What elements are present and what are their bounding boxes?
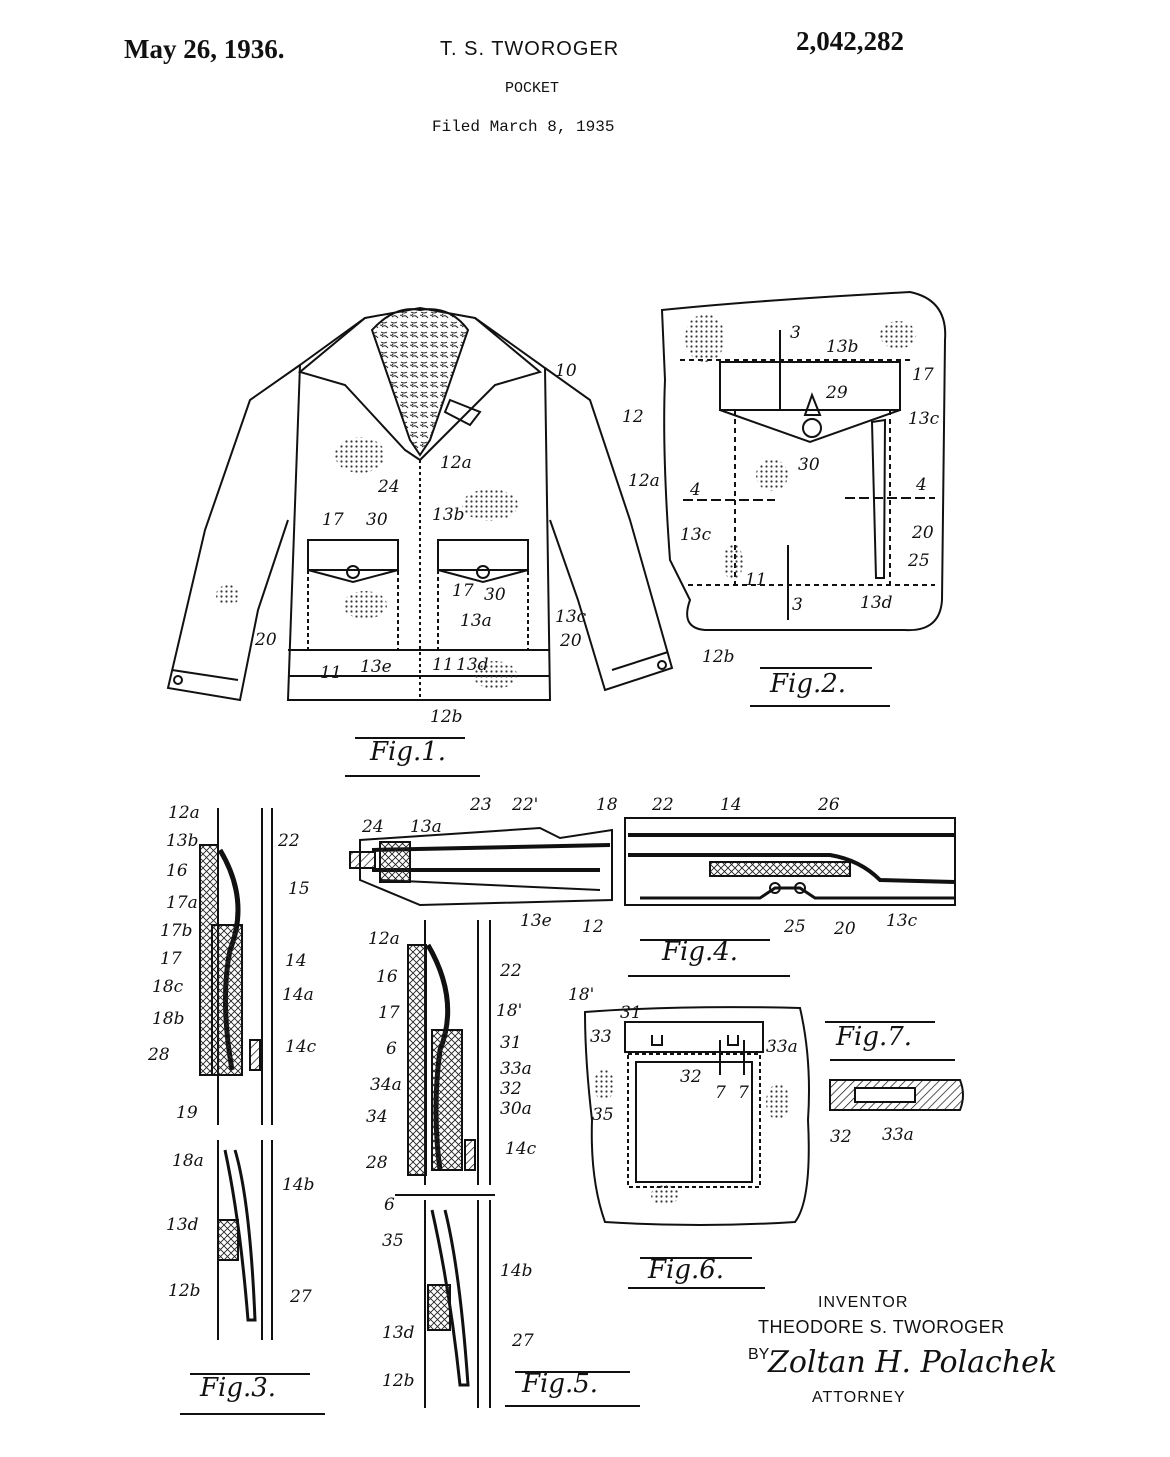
- attorney-label: ATTORNEY: [812, 1389, 906, 1406]
- fig4-label: 13e: [520, 911, 552, 931]
- fig4-label: 22': [512, 795, 539, 815]
- fig3-label: 18b: [152, 1009, 185, 1029]
- fig3-label: 19: [176, 1103, 198, 1123]
- fig6-caption: Fig.6.: [648, 1255, 725, 1285]
- fig5-label: 34: [366, 1107, 388, 1127]
- fig2-label: 12b: [702, 647, 735, 667]
- fig4-label: 13a: [410, 817, 442, 837]
- fig3-label: 18a: [172, 1151, 204, 1171]
- fig1-label: 11: [432, 655, 454, 675]
- fig2-label: 13c: [680, 525, 712, 545]
- fig4-label: 12: [582, 917, 604, 937]
- fig4-label: 20: [834, 919, 856, 939]
- fig1-label: 17: [452, 581, 474, 601]
- fig3-caption: Fig.3.: [200, 1373, 277, 1403]
- fig2-label: 12: [622, 407, 644, 427]
- fig3-label: 15: [288, 879, 310, 899]
- fig7-caption: Fig.7.: [836, 1022, 913, 1052]
- fig5-label: 14b: [500, 1261, 533, 1281]
- fig1-label: 30: [366, 510, 388, 530]
- attorney-signature: Zoltan H. Polachek: [768, 1345, 1058, 1380]
- fig2-label: 17: [912, 365, 934, 385]
- fig3-label: 14c: [285, 1037, 317, 1057]
- fig5-label: 27: [512, 1331, 534, 1351]
- inventor-name-header: T. S. TWOROGER: [440, 38, 620, 60]
- fig6-label: 33: [590, 1027, 612, 1047]
- fig2-label: 30: [798, 455, 820, 475]
- fig4-caption: Fig.4.: [662, 937, 739, 967]
- fig6-label: 18': [568, 985, 595, 1005]
- fig6-label: 31: [620, 1003, 642, 1023]
- patent-title: POCKET: [505, 80, 560, 97]
- fig2-label: 25: [908, 551, 930, 571]
- fig2-label: 4: [690, 480, 701, 500]
- fig5-label: 33a: [500, 1059, 532, 1079]
- fig3-label: 13b: [166, 831, 199, 851]
- fig2-label: 20: [912, 523, 934, 543]
- fig6-label: 7: [715, 1083, 726, 1103]
- fig5-label: 14c: [505, 1139, 537, 1159]
- fig5-label: 13d: [382, 1323, 415, 1343]
- fig5-label: 34a: [370, 1075, 402, 1095]
- fig5-label: 17: [378, 1003, 400, 1023]
- fig5-label: 12a: [368, 929, 400, 949]
- fig4-reference-labels: [361, 795, 918, 976]
- fig3-section-drawing: [200, 808, 272, 1340]
- fig1-label: 12a: [440, 453, 472, 473]
- fig5-label: 16: [376, 967, 398, 987]
- fig3-label: 12b: [168, 1281, 201, 1301]
- fig6-label: 7: [738, 1083, 749, 1103]
- fig1-label: 13d: [456, 655, 489, 675]
- fig3-label: 14b: [282, 1175, 315, 1195]
- fig3-label: 27: [290, 1287, 312, 1307]
- by-label: BY: [748, 1346, 770, 1363]
- fig3-label: 13d: [166, 1215, 199, 1235]
- fig2-label: 3: [792, 595, 803, 615]
- fig5-label: 22: [500, 961, 522, 981]
- fig4-label: 26: [818, 795, 840, 815]
- fig4-label: 23: [470, 795, 492, 815]
- patent-date: May 26, 1936.: [124, 34, 285, 64]
- fig1-label: 30: [484, 585, 506, 605]
- fig6-label: 33a: [766, 1037, 798, 1057]
- fig4-label: 22: [652, 795, 674, 815]
- fig7-label: 33a: [882, 1125, 914, 1145]
- fig5-label: 31: [500, 1033, 522, 1053]
- fig1-caption: Fig.1.: [370, 737, 447, 767]
- fig5-label: 28: [366, 1153, 388, 1173]
- fig5-label: 6: [386, 1039, 397, 1059]
- fig1-label: 13b: [432, 505, 465, 525]
- fig5-label: 30a: [500, 1099, 532, 1119]
- fig4-label: 13c: [886, 911, 918, 931]
- fig1-label: 13a: [460, 611, 492, 631]
- fig3-label: 17b: [160, 921, 193, 941]
- fig2-caption: Fig.2.: [770, 669, 847, 699]
- fig1-label: 20: [255, 630, 277, 650]
- fig4-label: 14: [720, 795, 742, 815]
- fig4-label: 18: [596, 795, 618, 815]
- fig3-label: 22: [278, 831, 300, 851]
- fig1-label: 12b: [430, 707, 463, 727]
- fig1-label: 10: [555, 361, 577, 381]
- fig2-label: 13d: [860, 593, 893, 613]
- fig3-label: 17: [160, 949, 182, 969]
- fig5-label: 6: [384, 1195, 395, 1215]
- fig5-reference-labels: [365, 929, 640, 1406]
- fig4-label: 25: [784, 917, 806, 937]
- fig2-label: 12a: [628, 471, 660, 491]
- fig1-jacket-drawing: [168, 308, 672, 700]
- fig7-label: 32: [830, 1127, 852, 1147]
- fig3-label: 18c: [152, 977, 184, 997]
- inventor-label: INVENTOR: [818, 1294, 909, 1311]
- fig2-label: 4: [916, 475, 927, 495]
- fig1-label: 11: [320, 663, 342, 683]
- fig1-label: 13c: [555, 607, 587, 627]
- fig1-label: 17: [322, 510, 344, 530]
- fig2-label: 29: [826, 383, 848, 403]
- fig7-section-drawing: [830, 1080, 963, 1110]
- fig6-label: 32: [680, 1067, 702, 1087]
- fig5-label: 35: [382, 1231, 404, 1251]
- fig5-caption: Fig.5.: [522, 1369, 599, 1399]
- fig1-label: 24: [378, 477, 400, 497]
- fig4-label: 24: [362, 817, 384, 837]
- fig3-label: 12a: [168, 803, 200, 823]
- filing-date: Filed March 8, 1935: [432, 118, 615, 136]
- fig1-label: 13e: [360, 657, 392, 677]
- patent-number: 2,042,282: [796, 26, 904, 56]
- inventor-full-name: THEODORE S. TWOROGER: [758, 1317, 1005, 1337]
- fig2-label: 11: [745, 570, 767, 590]
- fig6-label: 35: [592, 1105, 614, 1125]
- fig5-label: 32: [500, 1079, 522, 1099]
- fig1-label: 20: [560, 631, 582, 651]
- fig3-label: 14: [285, 951, 307, 971]
- fig5-label: 12b: [382, 1371, 415, 1391]
- fig3-label: 28: [148, 1045, 170, 1065]
- fig3-label: 14a: [282, 985, 314, 1005]
- fig3-label: 16: [166, 861, 188, 881]
- fig2-label: 13b: [826, 337, 859, 357]
- fig3-label: 17a: [166, 893, 198, 913]
- fig2-label: 13c: [908, 409, 940, 429]
- fig2-label: 3: [790, 323, 801, 343]
- fig5-label: 18': [496, 1001, 523, 1021]
